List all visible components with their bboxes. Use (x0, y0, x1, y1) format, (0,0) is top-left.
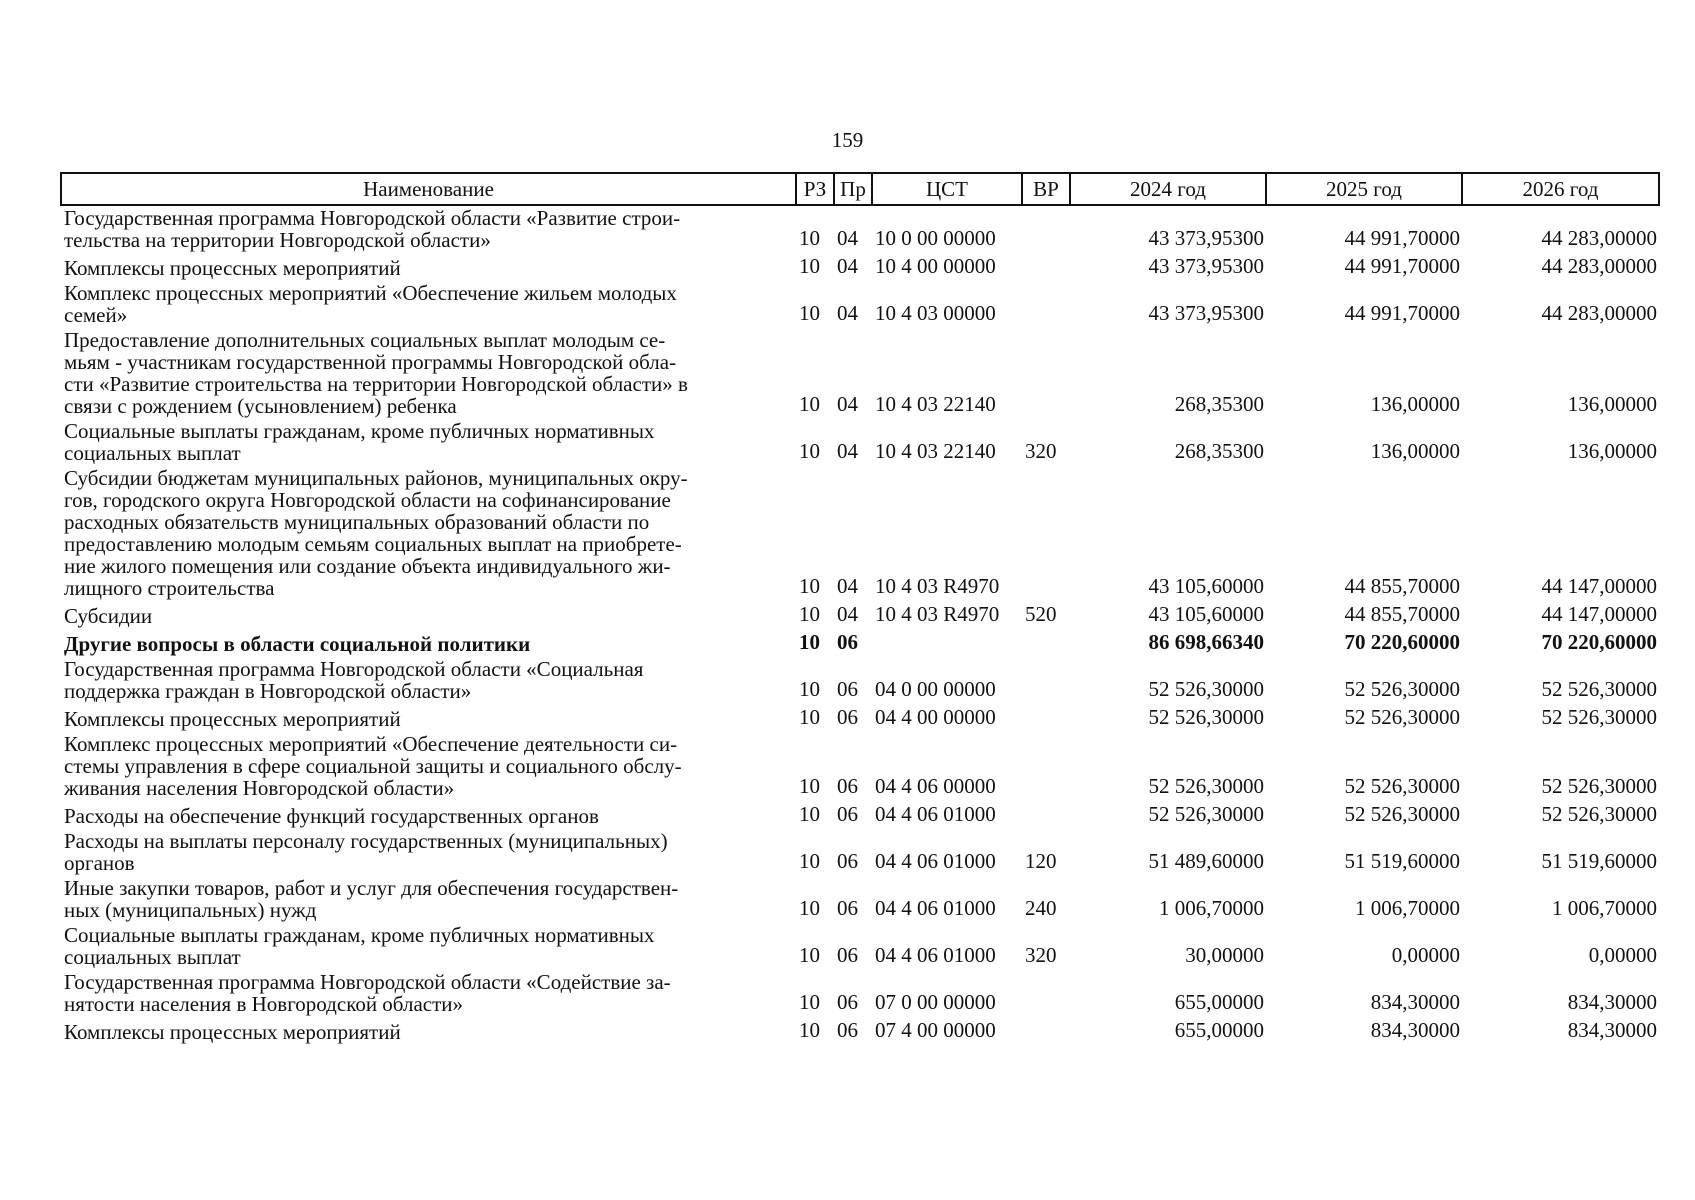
row-2024: 43 373,95300 (1148, 301, 1264, 325)
row-rz: 10 (799, 849, 820, 873)
row-rz: 10 (799, 301, 820, 325)
row-name: Субсидии бюджетам муниципальных районов, муниципальных окру- гов, городского округа Новгородской области на софинансирование расходных обязательств муниципальных образований области по предоставлению молодым семьям социальных выплат на приобрете- ние жилого помещения или создание объекта индивидуального жи- лищного строительства (64, 466, 688, 600)
row-2026: 52 526,30000 (1541, 774, 1657, 798)
row-pr: 04 (837, 439, 858, 463)
row-name: Государственная программа Новгородской области «Содействие за- нятости населения в Новгородской области» (64, 970, 671, 1016)
row-vr (1022, 205, 1070, 253)
row-pr: 06 (837, 990, 858, 1014)
row-pr: 06 (837, 896, 858, 920)
row-2024: 52 526,30000 (1148, 774, 1264, 798)
row-2026: 52 526,30000 (1541, 802, 1657, 826)
header-2026: 2026 год (1462, 173, 1659, 205)
row-2025: 52 526,30000 (1344, 774, 1460, 798)
row-rz: 10 (799, 226, 820, 250)
row-cst: 04 0 00 00000 (875, 677, 996, 701)
row-cst: 04 4 06 01000 (875, 849, 996, 873)
row-2026: 44 283,00000 (1541, 254, 1657, 278)
row-pr: 04 (837, 392, 858, 416)
row-rz: 10 (799, 574, 820, 598)
row-pr: 04 (837, 574, 858, 598)
row-2026: 70 220,60000 (1541, 630, 1657, 654)
budget-table (60, 172, 1660, 1045)
row-2024: 655,00000 (1174, 990, 1264, 1014)
table-row (61, 629, 1659, 657)
row-rz: 10 (799, 943, 820, 967)
row-name: Предоставление дополнительных социальных выплат молодым се- мьям - участникам государственной программы Новгородской обла- сти «Развитие строительства на территории Новгородской области» в связи с рождением (усыновлением) ребенка (64, 328, 688, 418)
row-vr (1022, 704, 1070, 732)
row-name: Государственная программа Новгородской области «Социальная поддержка граждан в Новгородской области» (64, 657, 644, 703)
row-vr: 320 (1025, 439, 1057, 463)
row-vr (1022, 281, 1070, 328)
row-2025: 0,00000 (1391, 943, 1460, 967)
row-2026: 44 147,00000 (1541, 574, 1657, 598)
row-vr (1022, 466, 1070, 601)
row-2025: 136,00000 (1370, 392, 1460, 416)
row-pr: 06 (837, 677, 858, 701)
header-rz: РЗ (796, 173, 834, 205)
header-vr: ВР (1022, 173, 1070, 205)
header-2024: 2024 год (1070, 173, 1266, 205)
row-pr: 06 (837, 943, 858, 967)
table-header-row (61, 173, 1659, 205)
row-cst (872, 629, 1022, 657)
row-cst: 07 4 00 00000 (875, 1018, 996, 1042)
row-rz: 10 (799, 254, 820, 278)
row-name: Другие вопросы в области социальной политики (64, 632, 531, 656)
row-vr (1022, 732, 1070, 801)
row-cst: 04 4 06 00000 (875, 774, 996, 798)
row-2024: 268,35300 (1174, 439, 1264, 463)
row-2025: 44 991,70000 (1344, 301, 1460, 325)
row-2024: 52 526,30000 (1148, 802, 1264, 826)
row-pr: 06 (837, 849, 858, 873)
table-row (61, 253, 1659, 281)
row-rz: 10 (799, 990, 820, 1014)
row-vr: 240 (1025, 896, 1057, 920)
table-body (61, 205, 1659, 1045)
header-2025: 2025 год (1266, 173, 1462, 205)
page-number: 159 (831, 128, 864, 152)
row-2026: 1 006,70000 (1552, 896, 1657, 920)
row-rz: 10 (799, 677, 820, 701)
row-2024: 30,00000 (1185, 943, 1264, 967)
header-pr: Пр (834, 173, 872, 205)
row-rz: 10 (799, 392, 820, 416)
row-vr: 120 (1025, 849, 1057, 873)
row-cst: 10 4 03 00000 (875, 301, 996, 325)
header-name: Наименование (61, 173, 796, 205)
row-vr (1022, 253, 1070, 281)
table-row (61, 1017, 1659, 1045)
row-2025: 44 991,70000 (1344, 226, 1460, 250)
row-vr (1022, 629, 1070, 657)
row-pr: 04 (837, 602, 858, 626)
row-2024: 86 698,66340 (1148, 630, 1264, 654)
row-2025: 70 220,60000 (1344, 630, 1460, 654)
row-cst: 10 4 03 22140 (875, 392, 996, 416)
row-vr (1022, 328, 1070, 419)
row-2024: 43 373,95300 (1148, 226, 1264, 250)
row-name: Комплексы процессных мероприятий (64, 1020, 401, 1044)
row-cst: 10 4 00 00000 (875, 254, 996, 278)
table-row (61, 970, 1659, 1017)
row-cst: 04 4 00 00000 (875, 705, 996, 729)
row-pr: 06 (837, 802, 858, 826)
table-row (61, 801, 1659, 829)
row-vr: 520 (1025, 602, 1057, 626)
row-vr (1022, 1017, 1070, 1045)
row-vr (1022, 970, 1070, 1017)
row-2024: 655,00000 (1174, 1018, 1264, 1042)
row-cst: 10 4 03 R4970 (875, 574, 1000, 598)
table-row (61, 923, 1659, 970)
row-cst: 04 4 06 01000 (875, 802, 996, 826)
row-2026: 834,30000 (1567, 990, 1657, 1014)
row-rz: 10 (799, 1018, 820, 1042)
table-row (61, 328, 1659, 419)
table-row (61, 829, 1659, 876)
row-cst: 10 4 03 22140 (875, 439, 996, 463)
row-2026: 136,00000 (1567, 392, 1657, 416)
row-2026: 52 526,30000 (1541, 677, 1657, 701)
table-row (61, 601, 1659, 629)
row-2026: 0,00000 (1588, 943, 1657, 967)
row-2024: 52 526,30000 (1148, 677, 1264, 701)
row-2026: 44 147,00000 (1541, 602, 1657, 626)
table-row (61, 419, 1659, 466)
row-2024: 51 489,60000 (1148, 849, 1264, 873)
row-2024: 52 526,30000 (1148, 705, 1264, 729)
row-pr: 06 (837, 1018, 858, 1042)
row-2024: 43 105,60000 (1148, 602, 1264, 626)
table-row (61, 281, 1659, 328)
row-cst: 04 4 06 01000 (875, 896, 996, 920)
row-2024: 268,35300 (1174, 392, 1264, 416)
row-cst: 10 4 03 R4970 (875, 602, 1000, 626)
row-name: Социальные выплаты гражданам, кроме публичных нормативных социальных выплат (64, 419, 655, 465)
row-name: Государственная программа Новгородской области «Развитие строи- тельства на территории Новгородской области» (64, 206, 681, 252)
row-name: Социальные выплаты гражданам, кроме публичных нормативных социальных выплат (64, 923, 655, 969)
row-2025: 51 519,60000 (1344, 849, 1460, 873)
row-cst: 10 0 00 00000 (875, 226, 996, 250)
row-2025: 834,30000 (1370, 1018, 1460, 1042)
row-name: Комплекс процессных мероприятий «Обеспечение жильем молодых семей» (64, 281, 677, 327)
row-vr: 320 (1025, 943, 1057, 967)
table-row (61, 732, 1659, 801)
row-2025: 44 855,70000 (1344, 574, 1460, 598)
row-name: Субсидии (64, 604, 153, 628)
row-2024: 43 105,60000 (1148, 574, 1264, 598)
row-2025: 52 526,30000 (1344, 677, 1460, 701)
row-2026: 834,30000 (1567, 1018, 1657, 1042)
row-name: Расходы на выплаты персоналу государственных (муниципальных) органов (64, 829, 668, 875)
row-name: Комплексы процессных мероприятий (64, 256, 401, 280)
row-pr: 06 (837, 774, 858, 798)
row-pr: 04 (837, 226, 858, 250)
row-rz: 10 (799, 630, 820, 654)
row-2025: 1 006,70000 (1355, 896, 1460, 920)
row-rz: 10 (799, 774, 820, 798)
row-2025: 52 526,30000 (1344, 705, 1460, 729)
row-2026: 44 283,00000 (1541, 301, 1657, 325)
row-rz: 10 (799, 896, 820, 920)
row-2026: 52 526,30000 (1541, 705, 1657, 729)
row-2026: 44 283,00000 (1541, 226, 1657, 250)
row-2026: 51 519,60000 (1541, 849, 1657, 873)
row-vr (1022, 801, 1070, 829)
row-rz: 10 (799, 439, 820, 463)
row-pr: 04 (837, 301, 858, 325)
table-row (61, 657, 1659, 704)
row-cst: 07 0 00 00000 (875, 990, 996, 1014)
row-rz: 10 (799, 705, 820, 729)
table-row (61, 704, 1659, 732)
row-2025: 44 991,70000 (1344, 254, 1460, 278)
row-2025: 44 855,70000 (1344, 602, 1460, 626)
row-rz: 10 (799, 602, 820, 626)
row-rz: 10 (799, 802, 820, 826)
row-name: Комплекс процессных мероприятий «Обеспечение деятельности си- стемы управления в сфере социальной защиты и социального обслу- живания населения Новгородской области» (64, 732, 682, 800)
row-vr (1022, 657, 1070, 704)
row-pr: 06 (837, 630, 858, 654)
row-pr: 06 (837, 705, 858, 729)
row-2026: 136,00000 (1567, 439, 1657, 463)
table-row (61, 205, 1659, 253)
row-2025: 834,30000 (1370, 990, 1460, 1014)
row-cst: 04 4 06 01000 (875, 943, 996, 967)
row-name: Комплексы процессных мероприятий (64, 707, 401, 731)
row-name: Расходы на обеспечение функций государственных органов (64, 804, 599, 828)
row-pr: 04 (837, 254, 858, 278)
table-row (61, 466, 1659, 601)
row-name: Иные закупки товаров, работ и услуг для обеспечения государствен- ных (муниципальных) нужд (64, 876, 679, 922)
table-row (61, 876, 1659, 923)
row-2025: 136,00000 (1370, 439, 1460, 463)
row-2024: 43 373,95300 (1148, 254, 1264, 278)
row-2025: 52 526,30000 (1344, 802, 1460, 826)
header-cst: ЦСТ (872, 173, 1022, 205)
row-2024: 1 006,70000 (1159, 896, 1264, 920)
